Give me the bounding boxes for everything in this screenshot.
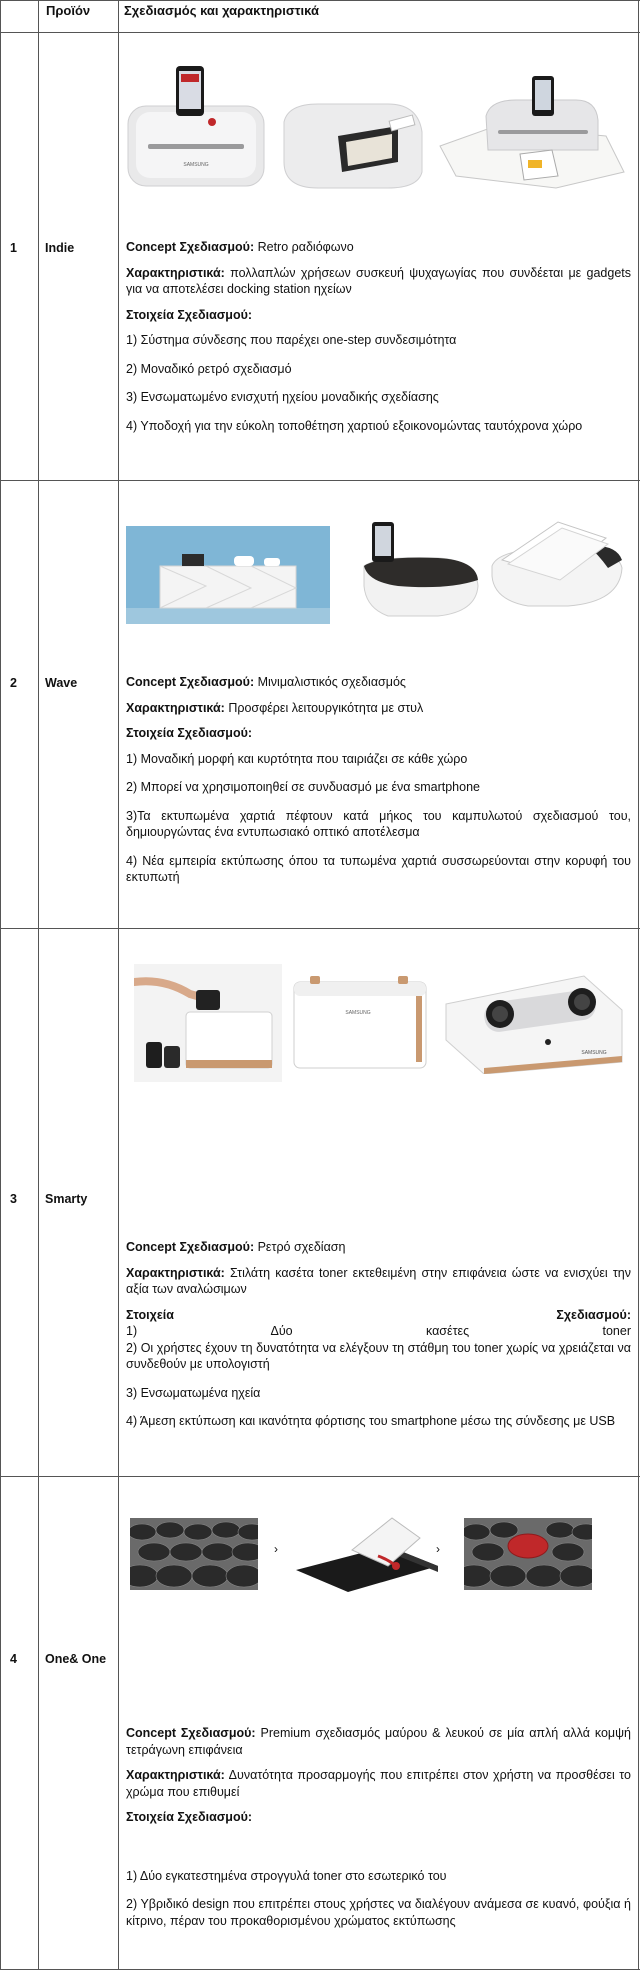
concept-line <box>126 1725 631 1758</box>
col-divider-2 <box>118 0 119 1970</box>
concept-text: Ρετρό σχεδίαση <box>254 1240 346 1254</box>
elements-heading <box>126 307 631 324</box>
list-item: 2) Υβριδικό design που επιτρέπει στους χρήστες να διαλέγουν ανάμεσα σε κυανό, φούξια ή κίτρινο, πέραν του προκαθορισμένου χρώματος εκτύπωσης <box>126 1897 631 1928</box>
product-name: Indie <box>45 241 75 255</box>
product-name: Wave <box>45 676 78 690</box>
arrow-icon: › <box>436 1542 440 1556</box>
indie-description <box>126 239 631 443</box>
list-item: 3)Τα εκτυπωμένα χαρτιά πέφτουν κατά μήκος του καμπυλωτού σχεδιασμού του, δημιουργώντας ένα εντυπωσιακό οπτικό αποτέλεσμα <box>126 808 631 839</box>
features-line <box>126 1767 631 1800</box>
elements-label: Στοιχεία Σχεδιασμού: <box>126 307 253 322</box>
product-name: Smarty <box>45 1192 88 1206</box>
list-item-part: Δύο <box>270 1324 293 1338</box>
oneone-description <box>126 1725 631 1938</box>
elements-label-part: Σχεδιασμού: <box>556 1307 631 1322</box>
row-number: 1 <box>10 241 17 255</box>
row-divider-3 <box>0 1476 640 1477</box>
wave-room-image <box>126 526 330 624</box>
header-design: Σχεδιασμός και χαρακτηριστικά <box>124 3 319 18</box>
wave-image-row <box>126 516 626 624</box>
concept-label: Concept Σχεδιασμού: <box>126 1726 256 1740</box>
features-line <box>126 700 631 717</box>
oneone-printer-image <box>292 1516 440 1592</box>
wave-description <box>126 674 631 895</box>
row-number: 4 <box>10 1652 17 1666</box>
features-text: Στιλάτη κασέτα toner εκτεθειμένη στην επιφάνεια ώστε να ενισχύει την αξία των αναλώσιμων <box>126 1265 631 1296</box>
samsung-wordmark: SAMSUNG <box>183 162 209 168</box>
table-border-right <box>638 0 639 1970</box>
concept-label: Concept Σχεδιασμού: <box>126 240 255 254</box>
list-item-part: toner <box>602 1324 631 1338</box>
features-label: Χαρακτηριστικά: <box>126 700 225 715</box>
elements-heading <box>126 725 631 742</box>
elements-label: Στοιχεία Σχεδιασμού: <box>126 1810 253 1824</box>
wave-white-image <box>488 516 626 610</box>
features-text: Προσφέρει λειτουργικότητα με στυλ <box>224 700 424 715</box>
samsung-wordmark: SAMSUNG <box>345 1010 371 1016</box>
indie-front-image <box>126 62 266 192</box>
oneone-umbrellas-image <box>130 1518 258 1590</box>
table-border-top <box>0 0 640 1</box>
oneone-image-row <box>130 1516 596 1592</box>
oneone-red-umbrella-image <box>464 1518 592 1590</box>
list-item: 2) Μπορεί να χρησιμοποιηθεί σε συνδυασμό με ένα smartphone <box>126 780 480 794</box>
smarty-top-image <box>444 970 624 1074</box>
features-label: Χαρακτηριστικά: <box>126 1768 225 1782</box>
features-text: Δυνατότητα προσαρμογής που επιτρέπει στον χρήστη να προσθέσει το χρώμα που επιθυμεί <box>126 1768 631 1799</box>
list-item: 3) Ενσωματωμένα ηχεία <box>126 1385 261 1400</box>
concept-text: Μινιμαλιστικός σχεδιασμός <box>254 675 406 689</box>
header-product: Προϊόν <box>46 3 91 18</box>
smarty-image-row <box>134 964 624 1082</box>
list-item: 4) Νέα εμπειρία εκτύπωσης όπου τα τυπωμένα χαρτιά συσσωρεύονται στην κορυφή του εκτυπωτή <box>126 853 631 884</box>
smarty-hand-image <box>134 964 282 1082</box>
indie-image-row <box>126 62 626 192</box>
list-item: 2) Μοναδικό ρετρό σχεδιασμό <box>126 361 292 376</box>
arrow-icon: › <box>274 1542 278 1556</box>
list-item <box>126 1323 631 1340</box>
samsung-wordmark: SAMSUNG <box>581 1050 607 1056</box>
indie-paper-image <box>436 76 626 192</box>
row-divider-1 <box>0 480 640 481</box>
product-name: One& One <box>45 1652 107 1666</box>
list-item: 1) Μοναδική μορφή και κυρτότητα που ταιριάζει σε κάθε χώρο <box>126 751 468 766</box>
features-label: Χαρακτηριστικά: <box>126 1265 225 1280</box>
row-number: 3 <box>10 1192 17 1206</box>
features-line <box>126 1265 631 1298</box>
table-header-divider <box>0 32 640 33</box>
concept-line <box>126 239 631 256</box>
list-item-part: 1) <box>126 1324 138 1338</box>
concept-line <box>126 674 631 691</box>
row-number: 2 <box>10 676 17 690</box>
features-text: πολλαπλών χρήσεων συσκευή ψυχαγωγίας που συνδέεται με gadgets για να αποτελέσει docking station ηχείων <box>126 265 631 296</box>
concept-label: Concept Σχεδιασμού: <box>126 1240 255 1254</box>
list-item: 4) Υποδοχή για την εύκολη τοποθέτηση χαρτιού εξοικονομώντας ταυτόχρονα χώρο <box>126 418 583 433</box>
elements-label: Στοιχεία Σχεδιασμού: <box>126 726 253 740</box>
col-divider-1 <box>38 0 39 1970</box>
concept-label: Concept Σχεδιασμού: <box>126 675 255 689</box>
list-item-part: κασέτες <box>425 1324 470 1338</box>
list-item: 3) Ενσωματωμένο ενισχυτή ηχείου μοναδικής σχεδίασης <box>126 390 439 404</box>
concept-text: Retro ραδιόφωνο <box>254 240 354 254</box>
row-divider-2 <box>0 928 640 929</box>
concept-text: Premium σχεδιασμός μαύρου & λευκού σε μία απλή αλλά κομψή τετράγωνη επιφάνεια <box>126 1726 631 1757</box>
features-label: Χαρακτηριστικά: <box>126 265 225 280</box>
list-item: 2) Οι χρήστες έχουν τη δυνατότητα να ελέγξουν τη στάθμη του toner χωρίς να χρειάζεται να συνδεθούν με υπολογιστή <box>126 1340 631 1371</box>
list-item: 4) Άμεση εκτύπωση και ικανότητα φόρτισης του smartphone μέσω της σύνδεσης με USB <box>126 1414 616 1428</box>
table-border-left <box>0 0 1 1970</box>
indie-side-image <box>278 92 428 192</box>
wave-dark-image <box>358 516 482 624</box>
elements-heading <box>126 1809 631 1826</box>
elements-heading <box>126 1307 631 1324</box>
features-line <box>126 265 631 298</box>
smarty-front-image <box>290 972 430 1074</box>
concept-line <box>126 1239 631 1256</box>
list-item: 1) Σύστημα σύνδεσης που παρέχει one-step συνδεσιμότητα <box>126 333 457 347</box>
list-item: 1) Δύο εγκατεστημένα στρογγυλά toner στο εσωτερικό του <box>126 1868 447 1883</box>
elements-label-part: Στοιχεία <box>126 1307 174 1322</box>
smarty-description <box>126 1239 631 1439</box>
